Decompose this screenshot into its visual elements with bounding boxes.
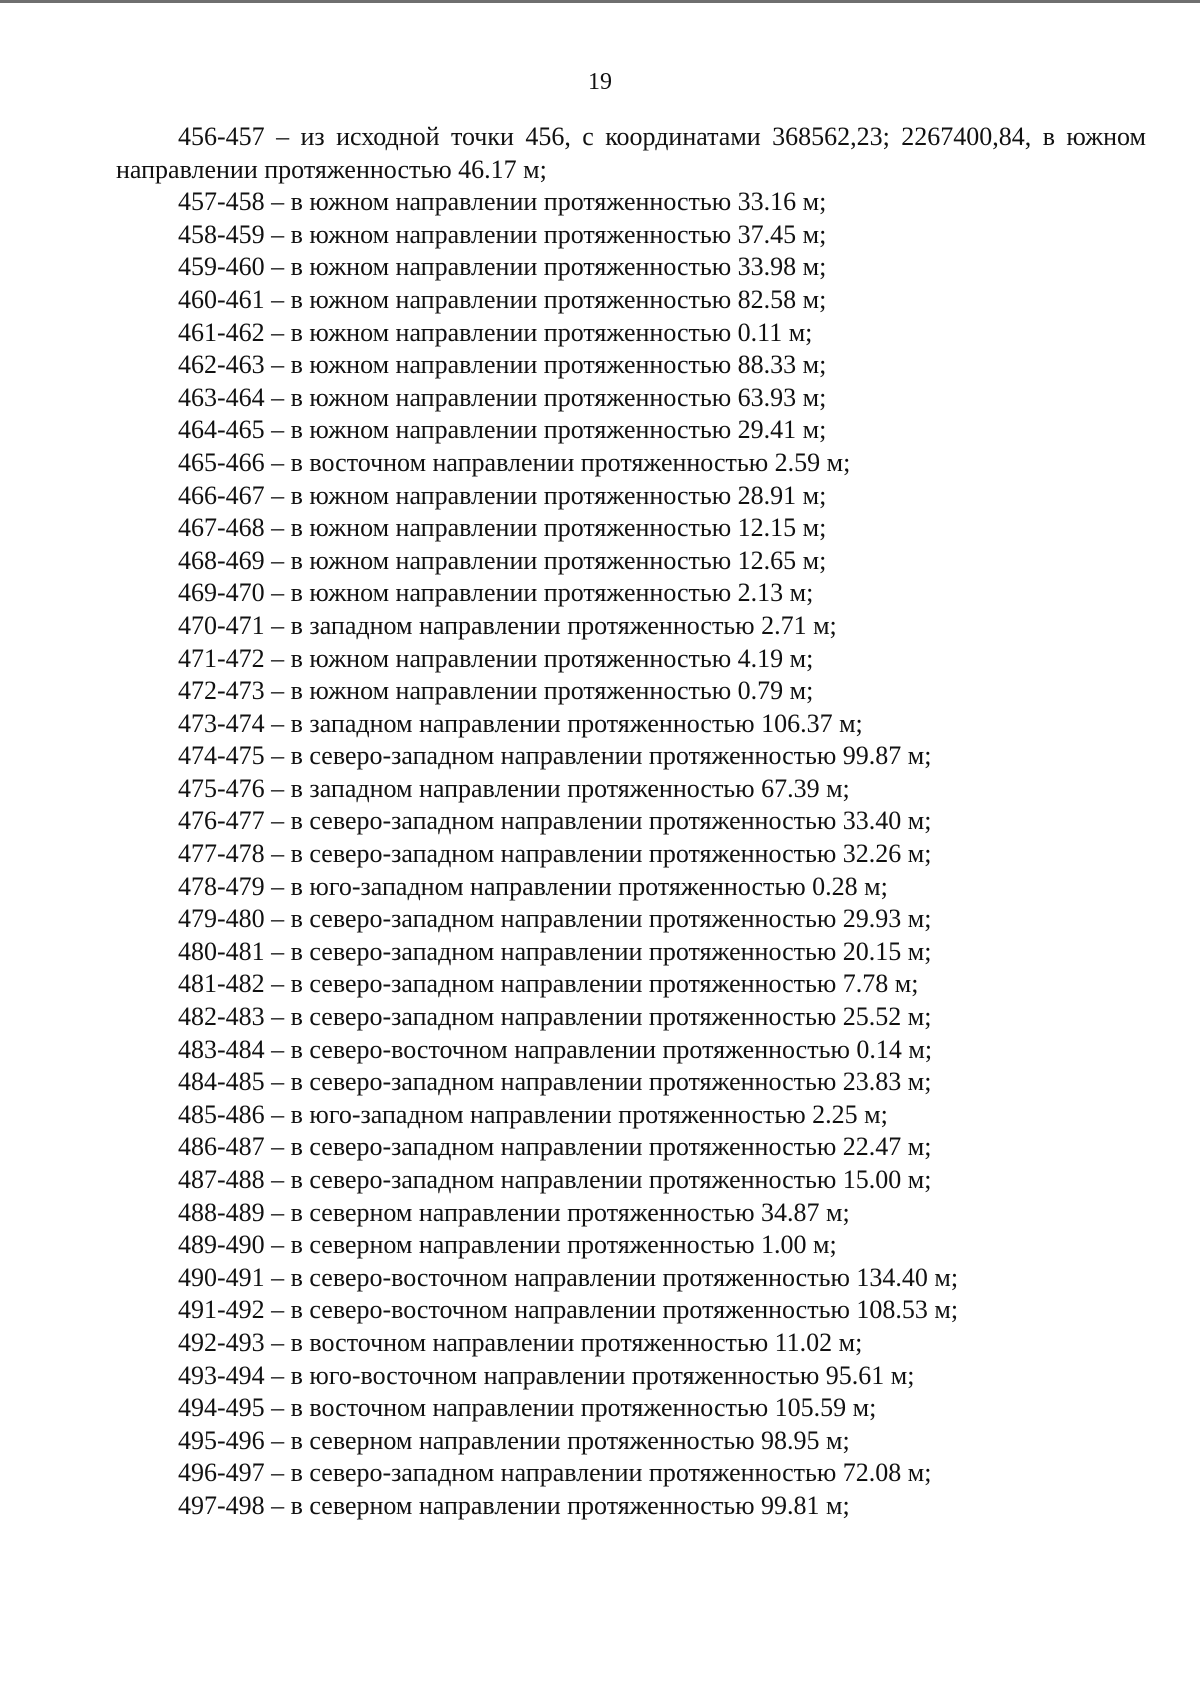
boundary-intro-paragraph: 456-457 – из исходной точки 456, с координатами 368562,23; 2267400,84, в южном направлении протяженностью 46.17 м; <box>116 122 1146 184</box>
boundary-segment: 461-462 – в южном направлении протяженностью 0.11 м; <box>178 317 813 347</box>
boundary-segment: 481-482 – в северо-западном направлении протяженностью 7.78 м; <box>178 969 919 999</box>
boundary-segment: 467-468 – в южном направлении протяженностью 12.15 м; <box>178 513 827 543</box>
boundary-segment: 459-460 – в южном направлении протяженностью 33.98 м; <box>178 252 827 282</box>
boundary-segment: 460-461 – в южном направлении протяженностью 82.58 м; <box>178 284 827 314</box>
page-number: 19 <box>588 69 612 95</box>
boundary-segment: 497-498 – в северном направлении протяженностью 99.81 м; <box>178 1490 850 1520</box>
boundary-segment: 474-475 – в северо-западном направлении протяженностью 99.87 м; <box>178 741 932 771</box>
boundary-segment: 476-477 – в северо-западном направлении протяженностью 33.40 м; <box>178 806 932 836</box>
boundary-segment: 468-469 – в южном направлении протяженностью 12.65 м; <box>178 545 827 575</box>
boundary-segment: 480-481 – в северо-западном направлении протяженностью 20.15 м; <box>178 936 932 966</box>
boundary-segment: 466-467 – в южном направлении протяженностью 28.91 м; <box>178 480 827 510</box>
boundary-segment: 457-458 – в южном направлении протяженностью 33.16 м; <box>178 187 827 217</box>
boundary-segment: 470-471 – в западном направлении протяженностью 2.71 м; <box>178 610 837 640</box>
boundary-segment: 462-463 – в южном направлении протяженностью 88.33 м; <box>178 350 827 380</box>
boundary-segment: 464-465 – в южном направлении протяженностью 29.41 м; <box>178 415 827 445</box>
boundary-segment: 496-497 – в северо-западном направлении протяженностью 72.08 м; <box>178 1458 932 1488</box>
boundary-segment: 489-490 – в северном направлении протяженностью 1.00 м; <box>178 1230 837 1260</box>
boundary-segment: 491-492 – в северо-восточном направлении протяженностью 108.53 м; <box>178 1295 959 1325</box>
document-body <box>116 121 1146 1523</box>
boundary-segment: 494-495 – в восточном направлении протяженностью 105.59 м; <box>178 1393 877 1423</box>
boundary-segment: 486-487 – в северо-западном направлении протяженностью 22.47 м; <box>178 1132 932 1162</box>
boundary-segment: 475-476 – в западном направлении протяженностью 67.39 м; <box>178 773 850 803</box>
boundary-segment: 463-464 – в южном направлении протяженностью 63.93 м; <box>178 382 827 412</box>
boundary-segment: 473-474 – в западном направлении протяженностью 106.37 м; <box>178 708 863 738</box>
boundary-segment: 492-493 – в восточном направлении протяженностью 11.02 м; <box>178 1327 863 1357</box>
boundary-segment: 458-459 – в южном направлении протяженностью 37.45 м; <box>178 219 827 249</box>
boundary-segment: 477-478 – в северо-западном направлении протяженностью 32.26 м; <box>178 839 932 869</box>
boundary-segment: 488-489 – в северном направлении протяженностью 34.87 м; <box>178 1197 850 1227</box>
boundary-segment: 495-496 – в северном направлении протяженностью 98.95 м; <box>178 1425 850 1455</box>
boundary-segment: 479-480 – в северо-западном направлении протяженностью 29.93 м; <box>178 904 932 934</box>
boundary-segment: 493-494 – в юго-восточном направлении протяженностью 95.61 м; <box>178 1360 915 1390</box>
boundary-segment: 483-484 – в северо-восточном направлении протяженностью 0.14 м; <box>178 1034 933 1064</box>
boundary-segment: 490-491 – в северо-восточном направлении протяженностью 134.40 м; <box>178 1262 959 1292</box>
boundary-segment: 469-470 – в южном направлении протяженностью 2.13 м; <box>178 578 814 608</box>
boundary-segment: 485-486 – в юго-западном направлении протяженностью 2.25 м; <box>178 1099 888 1129</box>
boundary-segment: 478-479 – в юго-западном направлении протяженностью 0.28 м; <box>178 871 888 901</box>
boundary-segments-list <box>116 186 1146 1522</box>
boundary-segment: 472-473 – в южном направлении протяженностью 0.79 м; <box>178 676 814 706</box>
boundary-segment: 465-466 – в восточном направлении протяженностью 2.59 м; <box>178 447 851 477</box>
top-edge-rule <box>0 0 1200 3</box>
boundary-segment: 471-472 – в южном направлении протяженностью 4.19 м; <box>178 643 814 673</box>
boundary-segment: 484-485 – в северо-западном направлении протяженностью 23.83 м; <box>178 1067 932 1097</box>
boundary-segment: 482-483 – в северо-западном направлении протяженностью 25.52 м; <box>178 1002 932 1032</box>
boundary-segment: 487-488 – в северо-западном направлении протяженностью 15.00 м; <box>178 1165 932 1194</box>
